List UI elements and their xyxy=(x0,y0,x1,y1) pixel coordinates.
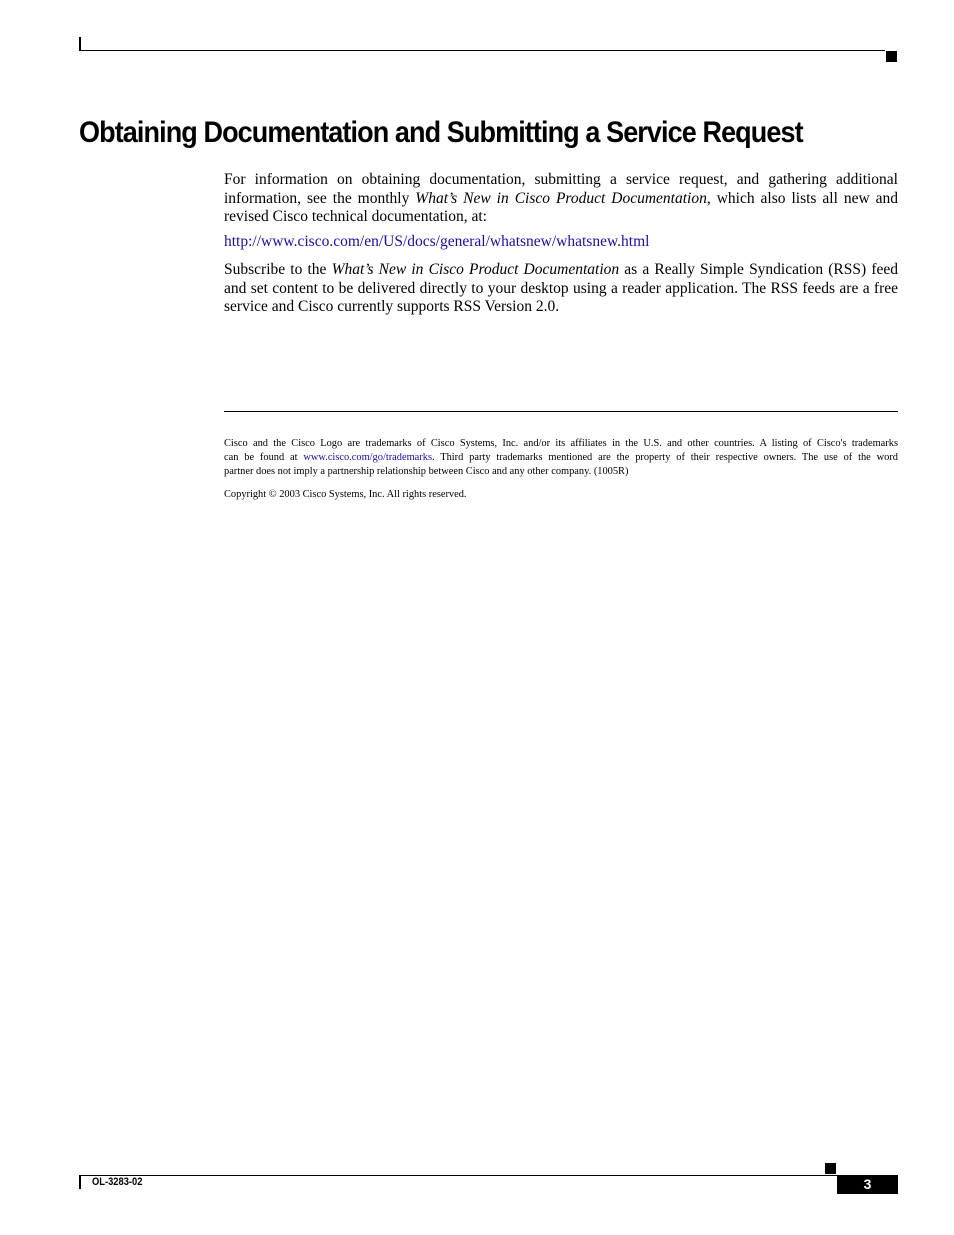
rss-line-1: Subscribe to the What’s New in Cisco Product Documentation as a Really Simple Syndication (RSS) feed xyxy=(224,261,898,278)
rss-line-2: and set content to be delivered directly to your desktop using a reader application. The RSS feeds are a free xyxy=(224,279,898,297)
header-rule xyxy=(79,50,885,51)
intro-paragraph xyxy=(224,171,898,227)
notice-divider xyxy=(224,411,898,412)
page-title: Obtaining Documentation and Submitting a Service Request xyxy=(79,116,803,149)
footer-rule xyxy=(79,1175,837,1176)
document-number: OL-3283-02 xyxy=(92,1176,143,1188)
rss-line-3: service and Cisco currently supports RSS Version 2.0. xyxy=(224,298,560,315)
trademark-line-2: can be found at www.cisco.com/go/trademarks. Third party trademarks mentioned are the property of their respective owners. The use of the word xyxy=(224,452,899,463)
header-tick-mark xyxy=(79,37,81,51)
intro-line-1: For information on obtaining documentation, submitting a service request, and gathering additional xyxy=(224,171,898,188)
page-number: 3 xyxy=(837,1175,898,1194)
footer-square-mark xyxy=(825,1163,836,1174)
whats-new-link[interactable]: http://www.cisco.com/en/US/docs/general/whatsnew/whatsnew.html xyxy=(224,233,650,250)
intro-line-3: revised Cisco technical documentation, at: xyxy=(224,208,487,225)
copyright-notice: Copyright © 2003 Cisco Systems, Inc. All rights reserved. xyxy=(224,489,467,500)
publication-title: What’s New in Cisco Product Documentation xyxy=(415,189,707,207)
rss-paragraph xyxy=(224,261,898,317)
publication-title-rss: What’s New in Cisco Product Documentation xyxy=(331,261,620,278)
trademark-line-3: partner does not imply a partnership relationship between Cisco and any other company. (1005R) xyxy=(224,466,629,477)
trademark-notice xyxy=(224,437,898,479)
intro-line-2: information, see the monthly What’s New in Cisco Product Documentation, which also lists all new and xyxy=(224,189,899,207)
trademark-line-1: Cisco and the Cisco Logo are trademarks of Cisco Systems, Inc. and/or its affiliates in the U.S. and other countries. A listing of Cisco's trademarks xyxy=(224,438,898,449)
header-square-mark xyxy=(886,51,897,62)
footer-tick-mark xyxy=(79,1175,81,1189)
trademarks-link[interactable]: www.cisco.com/go/trademarks xyxy=(303,452,432,463)
